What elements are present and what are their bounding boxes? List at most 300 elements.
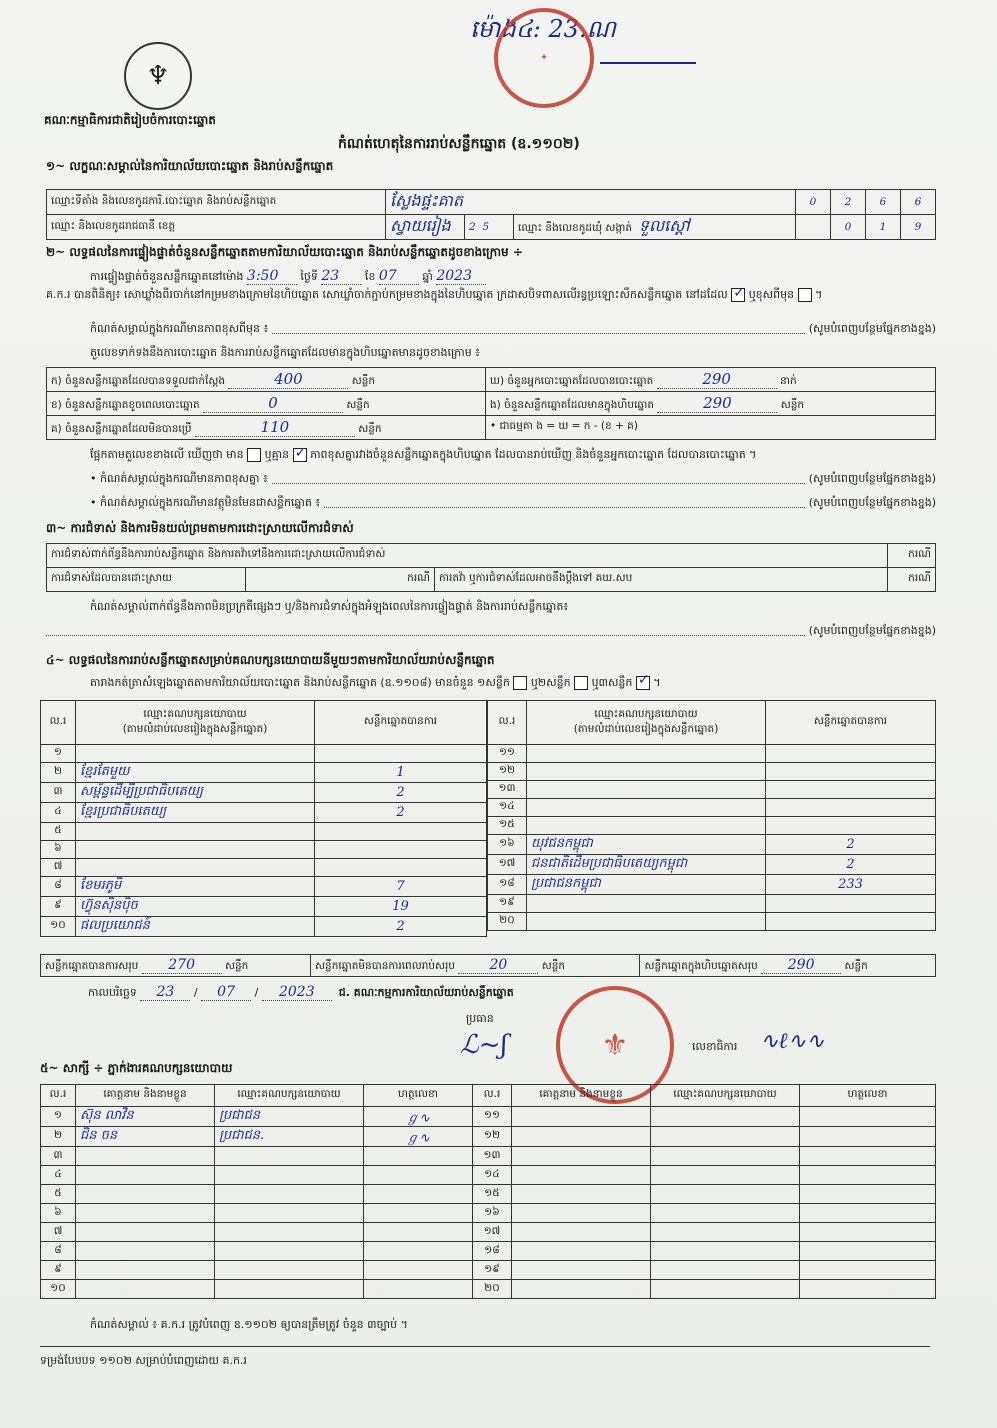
result-row bbox=[488, 835, 936, 855]
result-row bbox=[41, 745, 487, 763]
result-no: ៣ bbox=[41, 783, 76, 803]
secretary-label: លេខាធិការ bbox=[692, 1040, 738, 1053]
witness-no: ២ bbox=[41, 1127, 76, 1147]
witness-signature-right bbox=[800, 1242, 936, 1261]
diff-note-hint: (សូមបំពេញបន្ថែមផ្នែកខាងខ្នង) bbox=[808, 322, 936, 335]
witness-party-right bbox=[651, 1147, 800, 1166]
figures-intro: តួលេខទាក់ទងនឹងការបោះឆ្នោត និងការរាប់សន្លឹកឆ្នោតដែលមានក្នុងហិបឆ្នោតមានដូចខាងក្រោម ៖ bbox=[90, 346, 481, 359]
section3-title: ៣~ ការជំទាស់ និងការមិនយល់ព្រមតាមការដោះស្រាយលើការជំទាស់ bbox=[46, 521, 354, 535]
results-header-party-name: ឈ្មោះគណបក្សនយោបាយ bbox=[143, 707, 247, 720]
footer-note: កំណត់សម្គាល់ ៖ គ.ក.រ ត្រូវបំពេញ ឧ.១១០២ ឲ្យបានត្រឹមត្រូវ ចំនួន ៣ច្បាប់ ។ bbox=[90, 1318, 408, 1331]
witness-name bbox=[76, 1147, 215, 1166]
result-votes: 2 bbox=[766, 855, 936, 875]
result-party bbox=[527, 781, 766, 799]
section1-table bbox=[46, 189, 936, 240]
result-party bbox=[76, 841, 315, 859]
witness-name-right bbox=[512, 1280, 651, 1299]
bullet2-label: • កំណត់សម្គាល់ក្នុងករណីមានវត្ថុមិនមែនជាសន្លឹកឆ្នោត ៖ bbox=[90, 496, 321, 509]
results-header-party-name-right: ឈ្មោះគណបក្សនយោបាយ bbox=[594, 707, 698, 720]
result-party: ប្រជាជនកម្ពុជា bbox=[527, 875, 766, 895]
witness-row bbox=[41, 1147, 936, 1166]
section3-note-line bbox=[46, 624, 936, 640]
witness-no-right: ១១ bbox=[473, 1107, 512, 1127]
fig-a-unit: សន្លឹក bbox=[351, 374, 376, 387]
witness-party-right bbox=[651, 1185, 800, 1204]
witness-no-right: ១៣ bbox=[473, 1147, 512, 1166]
result-row bbox=[41, 897, 487, 917]
objection-row1-label: ការជំទាស់ពាក់ព័ន្ធនឹងការរាប់សន្លឹកឆ្នោត និងការតវ៉ាទៅនឹងការដោះស្រាយលើការជំទាស់ bbox=[47, 544, 888, 568]
month-label: ខែ bbox=[364, 270, 376, 283]
fig-b-unit: សន្លឹក bbox=[346, 398, 370, 411]
total-box-value: 290 bbox=[761, 957, 841, 974]
result-party: ផលប្រយោជន៍ bbox=[76, 917, 315, 937]
result-party bbox=[527, 799, 766, 817]
fig-formula: • ជាធម្មតា ង = ឃ = ក - (ខ + គ) bbox=[486, 416, 936, 440]
witness-no: ១ bbox=[41, 1107, 76, 1127]
result-row bbox=[488, 763, 936, 781]
sheets-2-label: ឬ២សន្លឹក bbox=[530, 676, 571, 689]
verification-month: 07 bbox=[379, 268, 419, 285]
province-code-1: 2 bbox=[469, 221, 476, 233]
total-box-label: សន្លឹកឆ្នោតក្នុងហិបឆ្នោតសរុប bbox=[644, 959, 758, 972]
result-row bbox=[488, 875, 936, 895]
witness-row bbox=[41, 1127, 936, 1147]
result-votes bbox=[315, 859, 487, 877]
commune-code-3: 9 bbox=[901, 215, 936, 240]
witness-name bbox=[76, 1242, 215, 1261]
witness-no: ៩ bbox=[41, 1261, 76, 1280]
result-row bbox=[41, 823, 487, 841]
result-row bbox=[41, 763, 487, 783]
witness-signature bbox=[364, 1242, 473, 1261]
witness-header-name-right: គោត្តនាម និងនាមខ្លួន bbox=[512, 1085, 651, 1107]
diff-note-line bbox=[90, 322, 936, 338]
result-party bbox=[76, 823, 315, 841]
result-party bbox=[527, 913, 766, 931]
witness-signature-right bbox=[800, 1166, 936, 1185]
witness-party bbox=[215, 1242, 364, 1261]
result-votes bbox=[315, 841, 487, 859]
witness-signature: ℊ∿ bbox=[364, 1107, 473, 1127]
objection-resolved-unit: ករណី bbox=[246, 568, 435, 592]
objection-appeal-label: ការតវ៉ា ឬការជំទាស់ដែលអាចនឹងប្ដឹងទៅ គឃ.សប bbox=[435, 568, 888, 592]
results-header-party-sub-right: (តាមលំដាប់លេខរៀងក្នុងសន្លឹកឆ្នោត) bbox=[573, 722, 719, 735]
result-votes bbox=[766, 895, 936, 913]
diff-note-label: កំណត់សម្គាល់ក្នុងករណីមានភាពខុសពីមុន ៖ bbox=[90, 322, 269, 335]
total-valid-label: សន្លឹកឆ្នោតបានការសរុប bbox=[45, 959, 139, 972]
witness-name bbox=[76, 1185, 215, 1204]
handwritten-underline bbox=[600, 62, 696, 64]
result-votes bbox=[766, 913, 936, 931]
no-difference-label: ឬគ្មាន bbox=[264, 448, 290, 461]
witness-name-right bbox=[512, 1204, 651, 1223]
form-title: កំណត់ហេតុនៃការរាប់សន្លឹកឆ្នោត (ឧ.១១០២) bbox=[338, 136, 580, 152]
result-row bbox=[488, 817, 936, 835]
witness-no-right: ១២ bbox=[473, 1127, 512, 1147]
witness-name bbox=[76, 1223, 215, 1242]
witness-no: ៨ bbox=[41, 1242, 76, 1261]
location-code-1: 0 bbox=[796, 190, 831, 215]
total-box-unit: សន្លឹក bbox=[844, 959, 868, 972]
fig-d-label: ឃ) ចំនួនអ្នកបោះឆ្នោតដែលបានបោះឆ្នោត bbox=[490, 374, 654, 387]
province-code-2: 5 bbox=[482, 221, 490, 233]
witness-no-right: ១៦ bbox=[473, 1204, 512, 1223]
nec-logo: ♆ bbox=[124, 42, 192, 110]
bullet1-dots bbox=[272, 472, 805, 484]
objection-row1-unit: ករណី bbox=[888, 544, 936, 568]
province-code bbox=[465, 215, 514, 240]
witness-row bbox=[41, 1280, 936, 1299]
section3-note-dots bbox=[46, 624, 805, 636]
bullet2-dots bbox=[324, 496, 804, 508]
witness-party-right bbox=[651, 1127, 800, 1147]
witness-no: ៧ bbox=[41, 1223, 76, 1242]
result-no: ១១ bbox=[488, 745, 527, 763]
commune-code-1: 0 bbox=[831, 215, 866, 240]
signing-org: ជ. គណៈកម្មការការិយាល័យរាប់សន្លឹកឆ្នោត bbox=[338, 986, 514, 999]
result-no: ៥ bbox=[41, 823, 76, 841]
result-no: ២ bbox=[41, 763, 76, 783]
fig-b-label: ខ) ចំនួនសន្លឹកឆ្នោតខូចពេលបោះឆ្នោត bbox=[51, 398, 200, 411]
result-votes bbox=[766, 763, 936, 781]
changed-checkbox[interactable] bbox=[798, 288, 812, 302]
location-code-2: 2 bbox=[831, 190, 866, 215]
results-table-left bbox=[40, 700, 487, 937]
witness-party bbox=[215, 1185, 364, 1204]
objection-appeal-unit: ករណី bbox=[888, 568, 936, 592]
result-no: ៩ bbox=[41, 897, 76, 917]
result-row bbox=[488, 781, 936, 799]
chair-signature: ℒ~ʃ bbox=[460, 1030, 508, 1060]
date-year: 2023 bbox=[262, 984, 332, 1001]
witness-signature bbox=[364, 1261, 473, 1280]
result-row bbox=[488, 895, 936, 913]
results-header-votes-right: សន្លឹកឆ្នោតបានការ bbox=[766, 701, 936, 745]
witness-signature bbox=[364, 1280, 473, 1299]
section2-title: ២~ លទ្ធផលនៃការផ្ទៀងផ្ទាត់ចំនួនសន្លឹកឆ្នោតតាមការិយាល័យបោះឆ្នោត និងរាប់សន្លឹកឆ្នោតដូចខាងក្រោម ÷ bbox=[46, 245, 523, 259]
witness-party bbox=[215, 1147, 364, 1166]
fig-row-d bbox=[486, 368, 936, 392]
fig-a-value: 400 bbox=[228, 370, 348, 389]
witness-name-right bbox=[512, 1107, 651, 1127]
result-no: ៧ bbox=[41, 859, 76, 877]
bullet2-line bbox=[90, 496, 936, 512]
verification-year: 2023 bbox=[436, 268, 486, 285]
result-row bbox=[41, 783, 487, 803]
verification-para-rest: គ.ក.រ បានពិនិត្យ៖ សោឃ្លាំងពីរចាក់នៅកម្រមខាងក្រោមនៃហិបឆ្នោត សោឃ្លាំចាក់ភ្ជាប់កម្រមខាងក្នុងនៃហិបឆ្នោត ក្រដាសបិទពាសលើរន្ធប្រឡោះសឹកសន្លឹកឆ្នោត នៅដដែល ✓ ឬខុសពីមុន ។ bbox=[46, 286, 936, 304]
verification-time: 3:50 bbox=[247, 268, 297, 285]
difference-check-rest: ភាពខុសគ្នារវាងចំនួនសន្លឹកឆ្នោតក្នុងហិបឆ្នោត ដែលបានរាប់ឃើញ និងចំនួនអ្នកបោះឆ្នោត ដែលបានបោះឆ្នោត ។ bbox=[310, 448, 757, 461]
location-value: ស្លែងផ្ទះគាត bbox=[386, 190, 796, 215]
sheets-3-checkbox[interactable] bbox=[636, 676, 650, 690]
result-party bbox=[527, 817, 766, 835]
fig-e-value: 290 bbox=[657, 394, 777, 413]
fig-e-unit: សន្លឹក bbox=[780, 398, 805, 411]
result-party bbox=[76, 859, 315, 877]
witness-no-right: ២០ bbox=[473, 1280, 512, 1299]
section5-title: ៥~ សាក្សី ÷ ភ្នាក់ងារគណបក្សនយោបាយ bbox=[40, 1061, 233, 1075]
witness-party bbox=[215, 1204, 364, 1223]
sheets-1-checkbox[interactable] bbox=[513, 676, 527, 690]
verification-time-label: ការផ្ទៀងផ្ទាត់ចំនួនសន្លឹកឆ្នោតនៅម៉ោង bbox=[90, 270, 244, 283]
results-header-party-sub: (តាមលំដាប់លេខរៀងក្នុងសន្លឹកឆ្នោត) bbox=[122, 722, 268, 735]
diff-note-dots bbox=[272, 322, 804, 334]
witness-signature-right bbox=[800, 1127, 936, 1147]
witness-party: ប្រជាជន bbox=[215, 1107, 364, 1127]
total-invalid-label: សន្លឹកឆ្នោតមិនបានការពេលរាប់សរុប bbox=[315, 959, 456, 972]
witness-party bbox=[215, 1166, 364, 1185]
result-votes bbox=[766, 781, 936, 799]
total-invalid-unit: សន្លឹក bbox=[541, 959, 566, 972]
witness-signature-right bbox=[800, 1261, 936, 1280]
witness-no: ៥ bbox=[41, 1185, 76, 1204]
total-valid-cell bbox=[41, 955, 311, 977]
results-header-no-right: ល.រ bbox=[488, 701, 527, 745]
result-row bbox=[41, 803, 487, 823]
location-code-4: 6 bbox=[901, 190, 936, 215]
results-header-party bbox=[76, 701, 315, 745]
fig-c-value: 110 bbox=[195, 418, 355, 437]
location-label: ឈ្មោះទីតាំង និងលេខកូដការិ.បោះឆ្នោត និងរាប់សន្លឹកឆ្នោត bbox=[47, 190, 386, 215]
province-value: ស្វាយរៀង bbox=[386, 215, 465, 240]
witness-signature-right bbox=[800, 1280, 936, 1299]
witness-row bbox=[41, 1185, 936, 1204]
result-row bbox=[488, 745, 936, 763]
result-row bbox=[41, 841, 487, 859]
witness-signature: ℊ∿ bbox=[364, 1127, 473, 1147]
office-red-stamp: ⚜ bbox=[556, 986, 674, 1104]
witness-row bbox=[41, 1107, 936, 1127]
totals-table bbox=[40, 954, 936, 977]
result-no: ១៨ bbox=[488, 875, 527, 895]
witness-signature-right bbox=[800, 1147, 936, 1166]
commune-code-2: 1 bbox=[866, 215, 901, 240]
difference-check-label: ផ្អែកតាមតួលេខខាងលើ ឃើញថា មាន bbox=[90, 448, 244, 461]
witness-name bbox=[76, 1166, 215, 1185]
witness-name-right bbox=[512, 1261, 651, 1280]
result-party bbox=[76, 745, 315, 763]
witness-signature-right bbox=[800, 1204, 936, 1223]
fig-c-unit: សន្លឹក bbox=[358, 422, 382, 435]
figures-table bbox=[46, 367, 936, 440]
result-votes: 1 bbox=[315, 763, 487, 783]
witness-name bbox=[76, 1261, 215, 1280]
result-no: ១៥ bbox=[488, 817, 527, 835]
same-checkbox[interactable] bbox=[731, 288, 745, 302]
chair-label: ប្រធាន bbox=[466, 1012, 494, 1025]
org-name: គណៈកម្មាធិការជាតិរៀបចំការបោះឆ្នោត bbox=[44, 113, 216, 127]
witness-no: ៤ bbox=[41, 1166, 76, 1185]
witness-header-name: គោត្តនាម និងនាមខ្លួន bbox=[76, 1085, 215, 1107]
commune-label: ឈ្មោះ និងលេខកូដឃុំ សង្កាត់ bbox=[518, 222, 633, 234]
witness-party: ប្រជាជន. bbox=[215, 1127, 364, 1147]
results-header-votes: សន្លឹកឆ្នោតបានការ bbox=[315, 701, 487, 745]
result-no: ១៤ bbox=[488, 799, 527, 817]
witness-signature-right bbox=[800, 1107, 936, 1127]
result-votes: 2 bbox=[766, 835, 936, 855]
witness-no-right: ១៩ bbox=[473, 1261, 512, 1280]
sheets-2-checkbox[interactable] bbox=[574, 676, 588, 690]
verification-para-text: គ.ក.រ បានពិនិត្យ៖ សោឃ្លាំងពីរចាក់នៅកម្រមខាងក្រោមនៃហិបឆ្នោត សោឃ្លាំចាក់ភ្ជាប់កម្រមខាងក្នុងនៃហិបឆ្នោត ក្រដាសបិទពាសលើរន្ធប្រឡោះសឹកសន្លឹកឆ្នោត នៅដដែល bbox=[46, 288, 728, 301]
result-votes bbox=[315, 745, 487, 763]
result-no: ១៧ bbox=[488, 855, 527, 875]
result-party: ខែមរភូមិ bbox=[76, 877, 315, 897]
bullet1-label: • កំណត់សម្គាល់ក្នុងករណីមានភាពខុសគ្នា ៖ bbox=[90, 472, 268, 485]
result-votes bbox=[766, 817, 936, 835]
witness-no-right: ១៥ bbox=[473, 1185, 512, 1204]
date-month: 07 bbox=[201, 984, 251, 1001]
section3-note: កំណត់សម្គាល់ពាក់ព័ន្ធនឹងភាពមិនប្រក្រតីផ្សេងៗ ឬ/និងការជំទាស់ក្នុងអំឡុងពេលនៃការផ្ទៀងផ្ទាត់ និងការរាប់សន្លឹកឆ្នោត៖ bbox=[90, 600, 569, 613]
objection-resolved-label: ការជំទាស់ដែលបានដោះស្រាយ bbox=[47, 568, 246, 592]
top-red-stamp: ✦ bbox=[494, 8, 594, 108]
witness-row bbox=[41, 1261, 936, 1280]
witness-name: ជិន ចន bbox=[76, 1127, 215, 1147]
fig-row-e bbox=[486, 392, 936, 416]
fig-e-label: ង) ចំនួនសន្លឹកឆ្នោតដែលមានក្នុងហិបឆ្នោត bbox=[490, 398, 655, 411]
results-header-party-right bbox=[527, 701, 766, 745]
total-invalid-value: 20 bbox=[458, 957, 538, 974]
result-votes: 2 bbox=[315, 803, 487, 823]
result-party: យុវជនកម្ពុជា bbox=[527, 835, 766, 855]
result-no: ១៩ bbox=[488, 895, 527, 913]
results-table-right bbox=[487, 700, 936, 931]
witness-no-right: ១៤ bbox=[473, 1166, 512, 1185]
result-party: សម្ព័ន្ធដើម្បីប្រជាធិបតេយ្យ bbox=[76, 783, 315, 803]
date-label: កាលបរិច្ឆេទ bbox=[88, 986, 137, 999]
witness-name: ស៊ុន លាវិន bbox=[76, 1107, 215, 1127]
no-difference-checkbox[interactable] bbox=[293, 448, 307, 462]
result-votes: 2 bbox=[315, 917, 487, 937]
witness-name bbox=[76, 1280, 215, 1299]
result-no: ១២ bbox=[488, 763, 527, 781]
witness-no-right: ១៨ bbox=[473, 1242, 512, 1261]
fig-row-a bbox=[47, 368, 486, 392]
witness-header-sign: ហត្ថលេខា bbox=[364, 1085, 473, 1107]
witness-header-no: ល.រ bbox=[41, 1085, 76, 1107]
day-label: ថ្ងៃទី bbox=[300, 270, 318, 283]
witness-signature-right bbox=[800, 1223, 936, 1242]
witness-name-right bbox=[512, 1166, 651, 1185]
result-votes: 233 bbox=[766, 875, 936, 895]
result-party bbox=[527, 895, 766, 913]
witness-party bbox=[215, 1261, 364, 1280]
witness-party-right bbox=[651, 1280, 800, 1299]
result-no: ៦ bbox=[41, 841, 76, 859]
commune-code-blank bbox=[796, 215, 831, 240]
fig-d-value: 290 bbox=[657, 370, 777, 389]
difference-check-line bbox=[90, 446, 936, 464]
form-note: ទម្រង់បែបបទ ១១០២ សម្រាប់បំពេញដោយ គ.ក.រ bbox=[40, 1354, 247, 1367]
location-code-3: 6 bbox=[866, 190, 901, 215]
witness-party bbox=[215, 1223, 364, 1242]
verification-para-line1 bbox=[90, 268, 935, 286]
bullet1-hint: (សូមបំពេញបន្ថែមផ្នែកខាងខ្នង) bbox=[808, 472, 936, 485]
section4-title: ៤~ លទ្ធផលនៃការរាប់សន្លឹកឆ្នោតសម្រាប់គណបក្សនយោបាយនីមួយៗតាមការិយាល័យរាប់សន្លឹកឆ្នោត bbox=[46, 653, 495, 667]
witness-signature bbox=[364, 1204, 473, 1223]
result-row bbox=[41, 859, 487, 877]
sheets-3-label: ឬ៣សន្លឹក bbox=[591, 676, 633, 689]
result-party: ខ្មែរតែមួយ bbox=[76, 763, 315, 783]
commune-value: ទួលស្ដៅ bbox=[638, 216, 690, 235]
result-party bbox=[527, 745, 766, 763]
witness-party-right bbox=[651, 1261, 800, 1280]
verification-day: 23 bbox=[321, 268, 361, 285]
result-row bbox=[488, 913, 936, 931]
witness-party-right bbox=[651, 1242, 800, 1261]
fig-b-value: 0 bbox=[203, 394, 343, 413]
witness-row bbox=[41, 1223, 936, 1242]
date-line: កាលបរិច្ឆេទ 23 / 07 / 2023 ជ. គណៈកម្មការការិយាល័យរាប់សន្លឹកឆ្នោត bbox=[88, 984, 514, 1000]
witness-party-right bbox=[651, 1107, 800, 1127]
section1-title: ១~ លក្ខណៈសម្គាល់នៃការិយាល័យបោះឆ្នោត និងរាប់សន្លឹកឆ្នោត bbox=[46, 159, 334, 173]
fig-row-c bbox=[47, 416, 486, 440]
bullet2-hint: (សូមបំពេញបន្ថែមផ្នែកខាងខ្នង) bbox=[808, 496, 936, 509]
footer-divider bbox=[40, 1346, 930, 1347]
result-row bbox=[488, 799, 936, 817]
witness-name-right bbox=[512, 1127, 651, 1147]
result-votes: 19 bbox=[315, 897, 487, 917]
result-no: ១០ bbox=[41, 917, 76, 937]
witness-name bbox=[76, 1204, 215, 1223]
witness-no: ១០ bbox=[41, 1280, 76, 1299]
total-invalid-cell bbox=[311, 955, 640, 977]
has-difference-checkbox[interactable] bbox=[247, 448, 261, 462]
result-votes bbox=[315, 823, 487, 841]
result-party: ហ៊្វុនស៊ិនប៉ិច bbox=[76, 897, 315, 917]
witness-signature bbox=[364, 1185, 473, 1204]
date-day: 23 bbox=[140, 984, 190, 1001]
witness-party-right bbox=[651, 1223, 800, 1242]
result-party bbox=[527, 763, 766, 781]
witness-party bbox=[215, 1280, 364, 1299]
result-votes bbox=[766, 745, 936, 763]
witness-row bbox=[41, 1204, 936, 1223]
secretary-signature: ∿ℓ∿∿ bbox=[760, 1029, 825, 1054]
handwritten-time-note: ម៉ោង៤: 23.ណ bbox=[470, 15, 616, 43]
year-label: ឆ្នាំ bbox=[422, 270, 433, 283]
result-no: ២០ bbox=[488, 913, 527, 931]
bullet1-line bbox=[90, 472, 936, 488]
witness-no-right: ១៧ bbox=[473, 1223, 512, 1242]
section3-note-hint: (សូមបំពេញបន្ថែមផ្នែកខាងខ្នង) bbox=[808, 624, 936, 637]
witness-name-right bbox=[512, 1147, 651, 1166]
witness-row bbox=[41, 1166, 936, 1185]
result-votes: 2 bbox=[315, 783, 487, 803]
witness-signature bbox=[364, 1223, 473, 1242]
witness-header-party-right: ឈ្មោះគណបក្សនយោបាយ bbox=[651, 1085, 800, 1107]
section3-table bbox=[46, 543, 936, 592]
section4-intro: តារាងកត់ត្រាសំឡេងឆ្នោតតាមការិយាល័យបោះឆ្នោត និងរាប់សន្លឹកឆ្នោត (ឧ.១១០៨) មានចំនួន ១សន្លឹក bbox=[90, 676, 510, 689]
witness-name-right bbox=[512, 1242, 651, 1261]
witness-name-right bbox=[512, 1185, 651, 1204]
province-label: ឈ្មោះ និងលេខកូដរាជធានី ខេត្ត bbox=[47, 215, 386, 240]
fig-c-label: គ) ចំនួនសន្លឹកឆ្នោតដែលមិនបានប្រើ bbox=[51, 422, 192, 435]
result-row bbox=[488, 855, 936, 875]
result-votes bbox=[766, 799, 936, 817]
result-no: ៨ bbox=[41, 877, 76, 897]
results-header-no: ល.រ bbox=[41, 701, 76, 745]
result-no: ១៣ bbox=[488, 781, 527, 799]
total-box-cell bbox=[640, 955, 936, 977]
result-no: ១ bbox=[41, 745, 76, 763]
witness-no: ៦ bbox=[41, 1204, 76, 1223]
witness-header-party: ឈ្មោះគណបក្សនយោបាយ bbox=[215, 1085, 364, 1107]
changed-label: ឬខុសពីមុន bbox=[748, 288, 795, 301]
result-no: ៤ bbox=[41, 803, 76, 823]
fig-row-b bbox=[47, 392, 486, 416]
witness-table bbox=[40, 1084, 936, 1299]
result-no: ១៦ bbox=[488, 835, 527, 855]
